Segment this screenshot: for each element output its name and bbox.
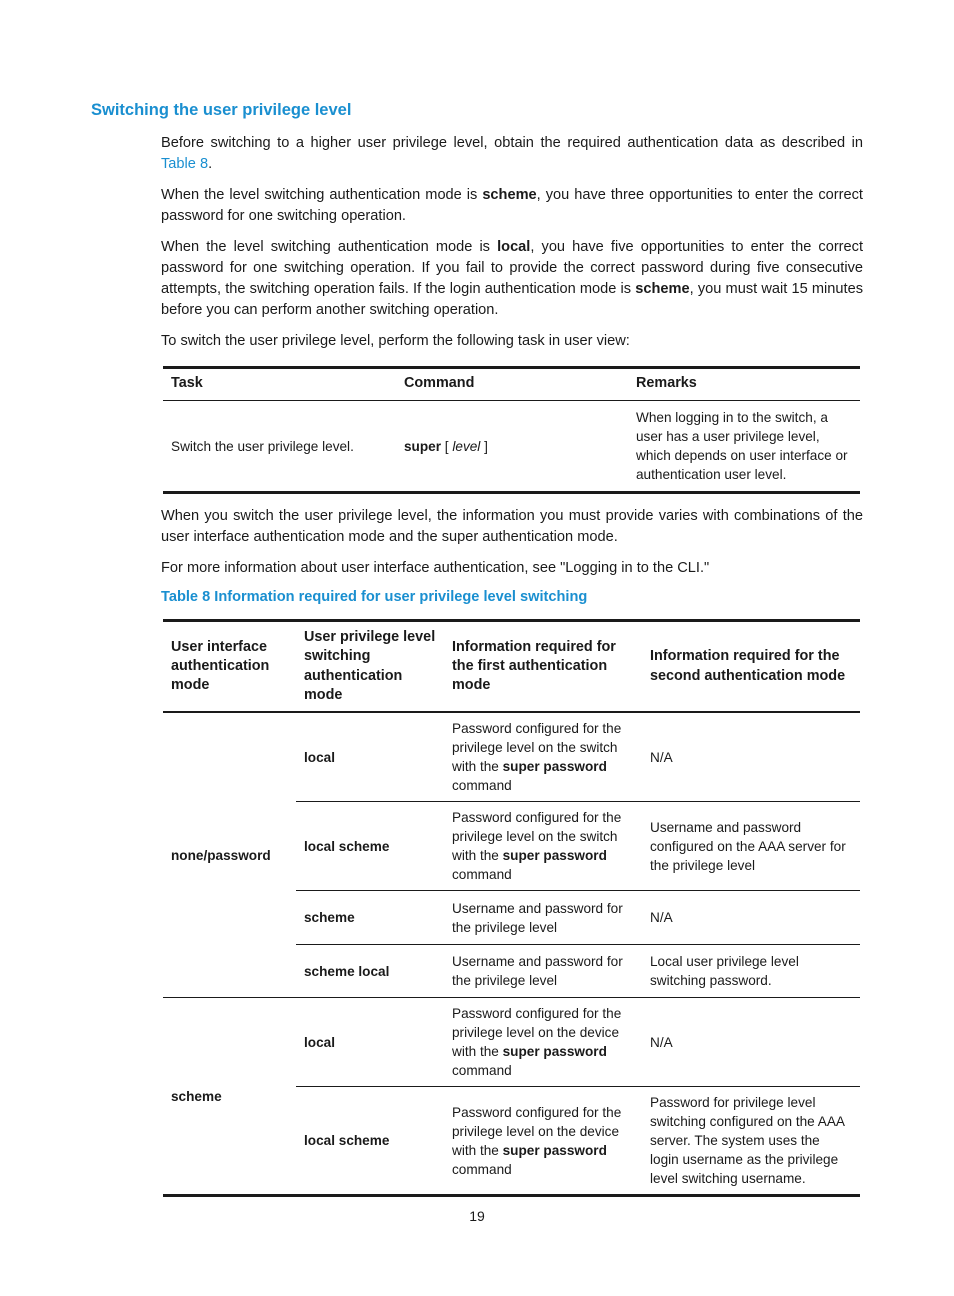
task-intro-paragraph: To switch the user privilege level, perform the following task in user view: [161, 333, 630, 349]
switch-mode-cell: scheme [296, 891, 444, 945]
header-first-auth-info: Information required for the first authentication mode [444, 621, 642, 713]
second-auth-cell: Username and password configured on the AAA server for the privilege level [642, 802, 860, 891]
table-caption: Table 8 Information required for user privilege level switching [161, 589, 588, 605]
switch-mode-cell: scheme local [296, 945, 444, 998]
section-title: Switching the user privilege level [91, 101, 352, 119]
first-auth-cell: Password configured for the privilege level on the device with the super password command [452, 1104, 622, 1177]
header-command: Command [396, 368, 628, 401]
table-row [163, 998, 860, 1087]
ui-auth-mode-cell: scheme [171, 1088, 222, 1104]
intro-paragraph: Before switching to a higher user privilege level, obtain the required authentication data as described in Table 8. [161, 135, 863, 172]
scheme-paragraph: When the level switching authentication mode is scheme, you have three opportunities to enter the correct password for one switching operation. [161, 187, 863, 224]
second-auth-cell: N/A [642, 712, 860, 802]
header-switch-auth-mode: User privilege level switching authentication mode [296, 621, 444, 713]
task-cell: Switch the user privilege level. [171, 438, 354, 454]
first-auth-cell: Username and password for the privilege level [444, 891, 642, 945]
switch-mode-cell: local scheme [296, 802, 444, 891]
table-row [163, 401, 860, 493]
combination-paragraph: When you switch the user privilege level, the information you must provide varies with combinations of the user interface authentication mode and the super authentication mode. [161, 508, 863, 545]
remarks-cell: When logging in to the switch, a user has a user privilege level, which depends on user interface or authentication user level. [636, 410, 848, 482]
page-number: 19 [469, 1208, 485, 1224]
ui-auth-mode-cell: none/password [163, 712, 296, 998]
task-table [163, 366, 860, 494]
header-task: Task [163, 368, 396, 401]
first-auth-cell: Password configured for the privilege level on the switch with the super password command [444, 712, 642, 802]
table-row [163, 712, 860, 802]
second-auth-cell: Password for privilege level switching configured on the AAA server. The system uses the login username as the privilege level switching username. [650, 1095, 845, 1187]
local-paragraph: When the level switching authentication mode is local, you have five opportunities to enter the correct password for one switching operation. If you fail to provide the correct password during five consecutive attempts, the switching operation fails. If the login authentication mode is scheme, you must wait 15 minutes before you can perform another switching operation. [161, 239, 864, 318]
second-auth-cell: N/A [642, 998, 860, 1087]
header-ui-auth-mode: User interface authentication mode [163, 621, 296, 713]
switch-mode-cell: local [296, 712, 444, 802]
header-remarks: Remarks [628, 368, 860, 401]
table-8-link[interactable]: Table 8 [161, 156, 209, 172]
switch-mode-cell: local [296, 998, 444, 1087]
first-auth-cell: Username and password for the privilege level [444, 945, 642, 998]
info-table [163, 619, 860, 1197]
first-auth-cell: Password configured for the privilege level on the device with the super password command [444, 998, 642, 1087]
command-cell: super [ level ] [404, 438, 488, 454]
second-auth-cell: Local user privilege level switching password. [642, 945, 860, 998]
second-auth-cell: N/A [642, 891, 860, 945]
switch-mode-cell: local scheme [304, 1133, 390, 1149]
first-auth-cell: Password configured for the privilege level on the switch with the super password command [444, 802, 642, 891]
header-second-auth-info: Information required for the second authentication mode [642, 621, 860, 713]
more-info-paragraph: For more information about user interface authentication, see "Logging in to the CLI." [161, 560, 710, 576]
